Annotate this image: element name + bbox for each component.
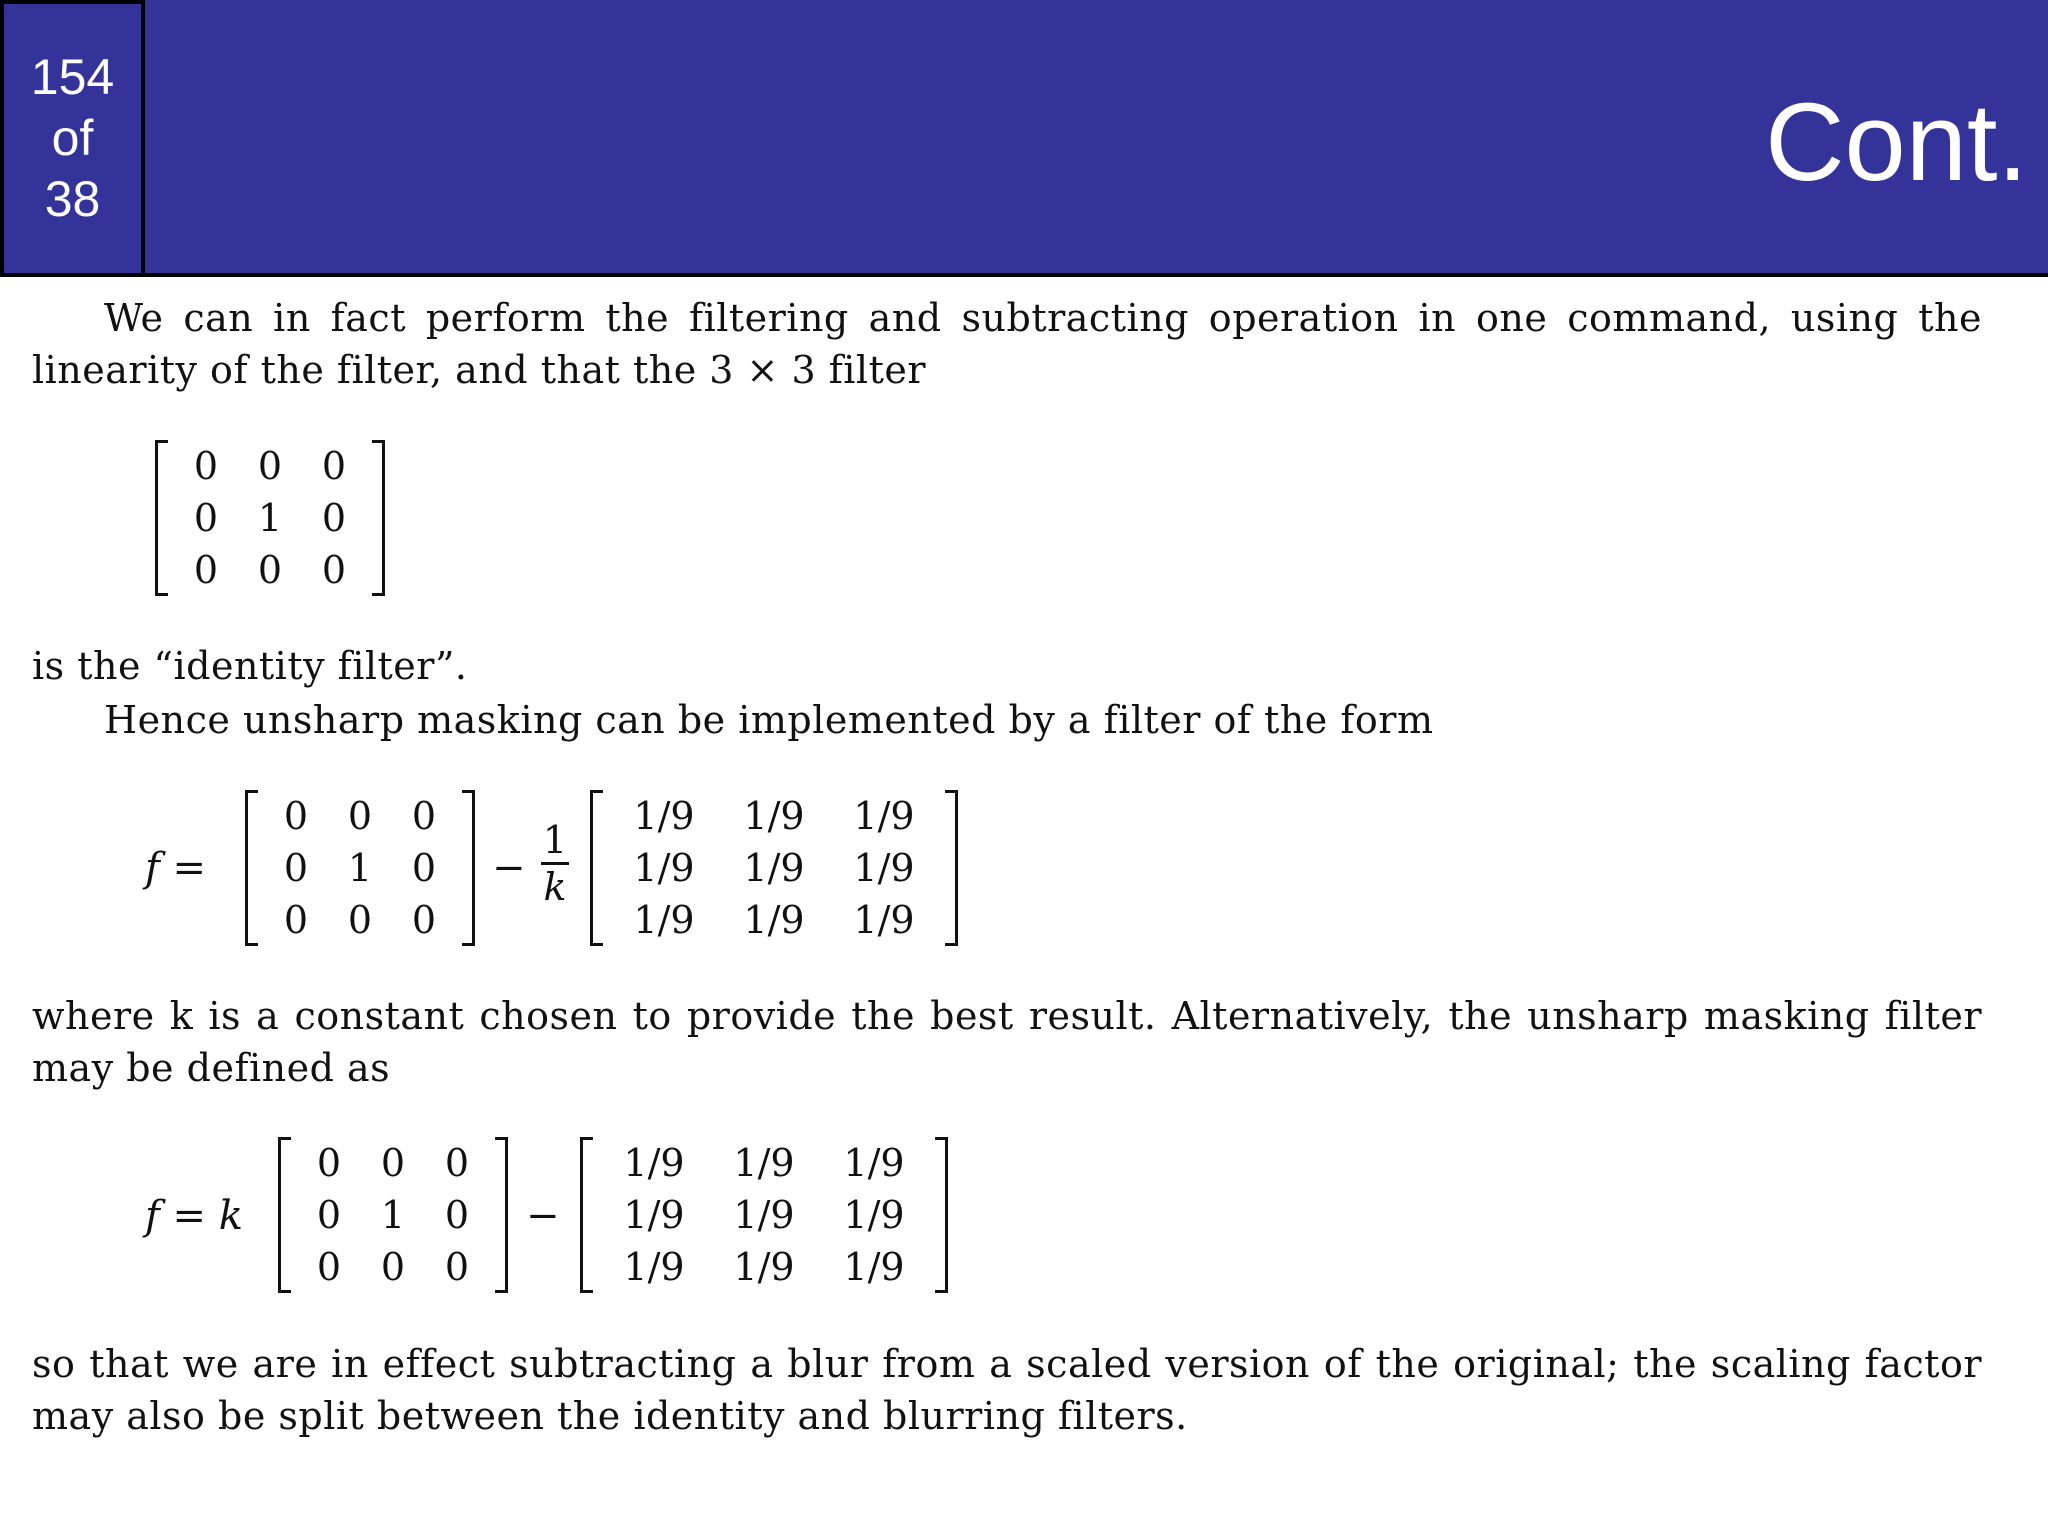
eq2-blur-matrix	[580, 1137, 948, 1293]
matrix-cell: 1/9	[623, 1245, 685, 1289]
matrix-cell: 1/9	[843, 1193, 905, 1237]
eq2-lhs: f = k	[145, 1193, 243, 1239]
page-total: 38	[44, 171, 101, 227]
matrix-cell: 0	[444, 1141, 470, 1185]
eq1-minus: −	[492, 845, 526, 891]
eq2-identity-matrix	[278, 1137, 508, 1293]
right-bracket	[935, 1137, 948, 1293]
left-bracket	[155, 440, 168, 596]
left-bracket	[278, 1137, 291, 1293]
matrix-cell: 1	[257, 496, 283, 540]
slide-header	[0, 0, 2048, 277]
matrix-cell: 1/9	[743, 794, 805, 838]
matrix-cell: 0	[257, 444, 283, 488]
matrix-cell: 0	[316, 1245, 342, 1289]
right-bracket	[945, 790, 958, 946]
matrix-cell: 1/9	[743, 898, 805, 942]
matrix-cell: 0	[283, 846, 309, 890]
matrix-cell: 0	[193, 548, 219, 592]
matrix-cell: 1/9	[633, 846, 695, 890]
matrix-cell: 0	[347, 794, 373, 838]
fraction-numerator: 1	[542, 818, 568, 862]
matrix-cell: 1/9	[843, 1141, 905, 1185]
matrix-cell: 1/9	[853, 794, 915, 838]
right-bracket	[495, 1137, 508, 1293]
left-bracket	[245, 790, 258, 946]
matrix-cell: 0	[193, 444, 219, 488]
matrix-cell: 0	[347, 898, 373, 942]
eq1-blur-cells	[603, 790, 945, 946]
matrix-cell: 0	[380, 1245, 406, 1289]
matrix-cell: 1/9	[733, 1193, 795, 1237]
eq2-minus: −	[526, 1193, 560, 1239]
matrix-cell: 1/9	[853, 898, 915, 942]
matrix-cell: 0	[411, 898, 437, 942]
paragraph-where-k: where k is a constant chosen to provide the best result. Alternatively, the unsharp masking filter may be defined as	[32, 994, 1982, 1090]
eq1-lhs: f =	[145, 845, 207, 891]
matrix-cell: 0	[444, 1245, 470, 1289]
page-counter	[0, 0, 145, 277]
page-of-label: of	[51, 110, 94, 166]
matrix-cell: 1/9	[633, 898, 695, 942]
slide-title: Cont.	[1765, 81, 2028, 204]
paragraph-conclusion: so that we are in effect subtracting a blur from a scaled version of the original; the scaling factor may also be split between the identity and blurring filters.	[32, 1342, 1982, 1438]
matrix-cell: 1/9	[853, 846, 915, 890]
matrix-cell: 1/9	[733, 1245, 795, 1289]
matrix-cell: 1/9	[743, 846, 805, 890]
paragraph-identity: is the “identity filter”.	[32, 644, 468, 688]
matrix-cell: 1/9	[623, 1193, 685, 1237]
matrix-cell: 0	[283, 898, 309, 942]
fraction-denominator: k	[543, 865, 567, 909]
matrix-cell: 0	[321, 496, 347, 540]
eq1-fraction	[540, 818, 570, 909]
eq2-identity-cells	[291, 1137, 495, 1293]
matrix-cell: 0	[193, 496, 219, 540]
matrix-cell: 0	[380, 1141, 406, 1185]
right-bracket	[372, 440, 385, 596]
eq1-identity-cells	[258, 790, 462, 946]
matrix-cell: 0	[257, 548, 283, 592]
matrix-cell: 1/9	[843, 1245, 905, 1289]
paragraph-intro: We can in fact perform the filtering and subtracting operation in one command, using the linearity of the filter, and that the 3 × 3 filter	[32, 296, 1982, 392]
matrix-cell: 0	[411, 846, 437, 890]
matrix-cell: 1/9	[733, 1141, 795, 1185]
matrix-cell: 0	[316, 1141, 342, 1185]
matrix-cell: 0	[444, 1193, 470, 1237]
eq1-identity-matrix	[245, 790, 475, 946]
matrix-cell: 0	[316, 1193, 342, 1237]
matrix-cell: 1/9	[633, 794, 695, 838]
matrix-cell: 0	[283, 794, 309, 838]
matrix-cell: 0	[321, 444, 347, 488]
eq1-blur-matrix	[590, 790, 958, 946]
paragraph-hence: Hence unsharp masking can be implemented by a filter of the form	[104, 698, 1434, 742]
right-bracket	[462, 790, 475, 946]
eq2-blur-cells	[593, 1137, 935, 1293]
page-current: 154	[30, 49, 115, 105]
identity-matrix	[155, 440, 385, 596]
matrix-cell: 0	[321, 548, 347, 592]
matrix-cell: 1/9	[623, 1141, 685, 1185]
matrix-cell: 1	[347, 846, 373, 890]
identity-matrix-cells	[168, 440, 372, 596]
matrix-cell: 1	[380, 1193, 406, 1237]
left-bracket	[580, 1137, 593, 1293]
left-bracket	[590, 790, 603, 946]
matrix-cell: 0	[411, 794, 437, 838]
